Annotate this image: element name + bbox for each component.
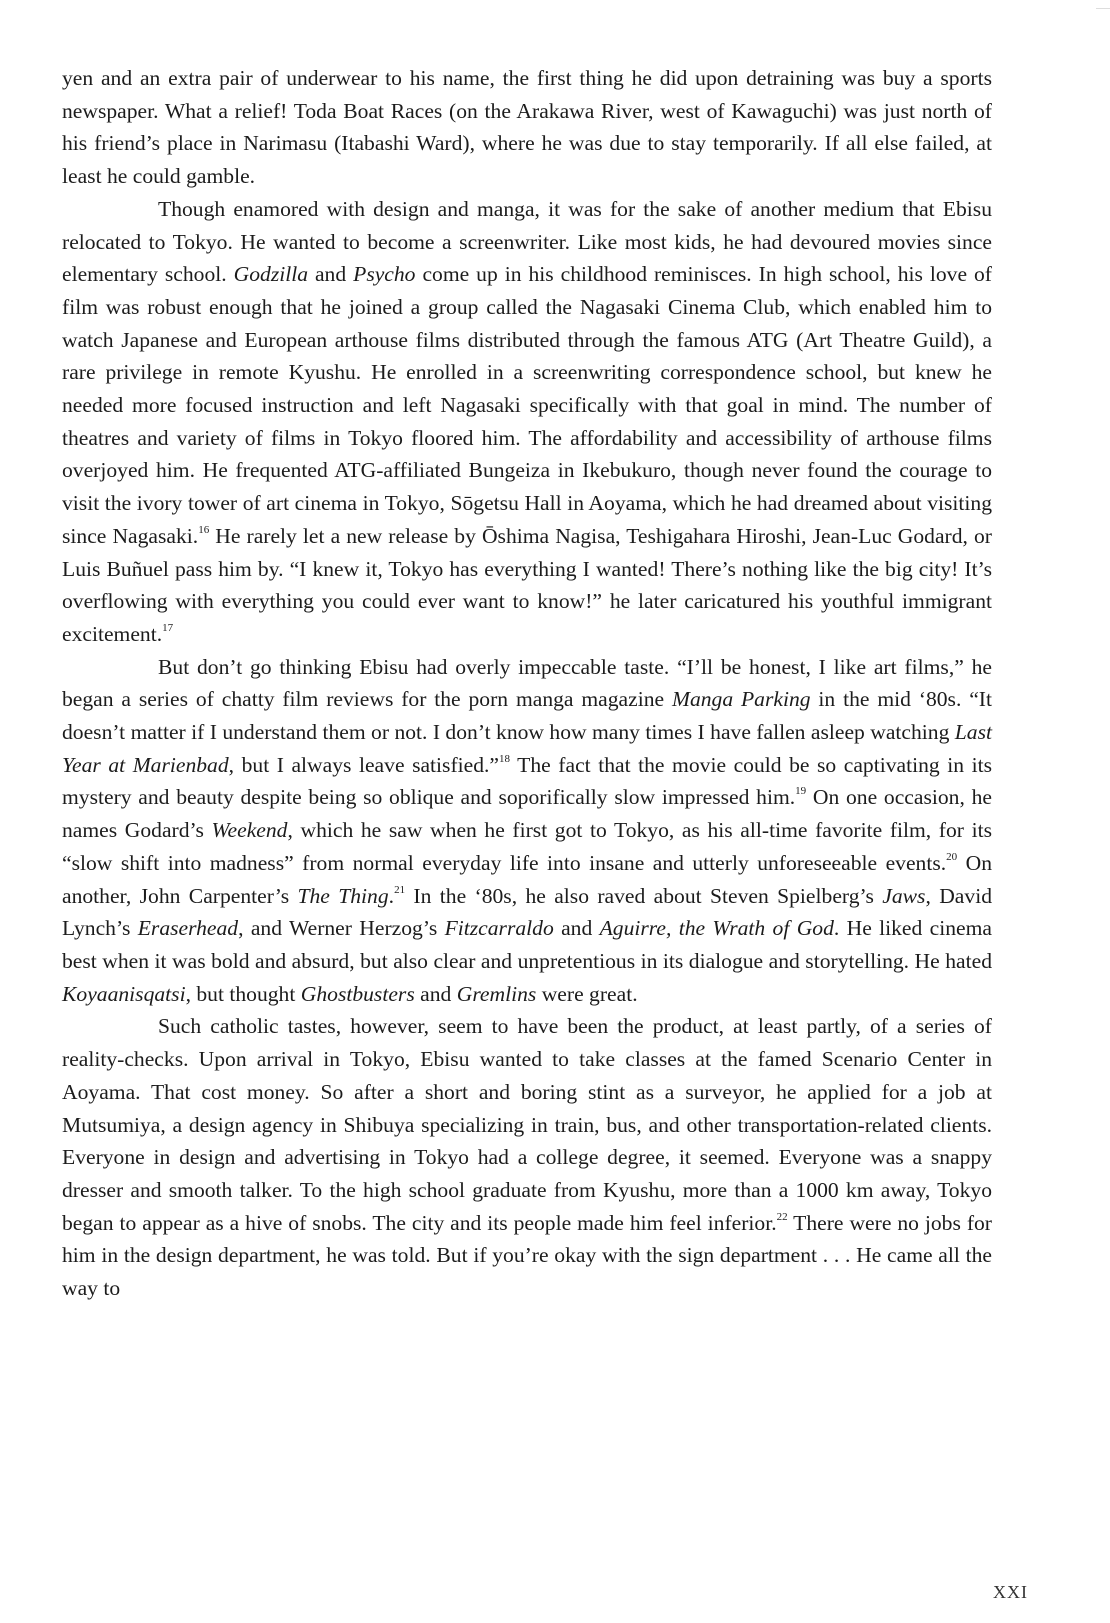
italic-title: Jaws	[882, 883, 926, 908]
italic-title: Ghostbusters	[300, 981, 415, 1006]
text-run: , and Werner Herzog’s	[238, 916, 445, 941]
italic-title: Manga Parking	[671, 687, 811, 712]
italic-title: Aguirre, the Wrath of God	[599, 916, 834, 941]
text-run: .	[388, 883, 395, 908]
text-run: , but thought	[185, 981, 301, 1006]
italic-title: Fitzcarraldo	[444, 916, 554, 941]
text-run: and	[553, 916, 600, 941]
paragraph-2	[62, 193, 992, 651]
paragraph-3	[62, 651, 992, 1011]
italic-title: Last Year at Marienbad	[62, 720, 992, 777]
text-run: , which he saw when he first got to Tokyo, as his all-time favorite film, for its “slow shift into madness” from normal everyday life into insane and utterly unforeseeable events.	[62, 818, 992, 875]
italic-title: Gremlins	[456, 981, 537, 1006]
footnote-ref: 19	[795, 785, 807, 798]
text-run: , but I always leave satisfied.”	[228, 752, 500, 777]
italic-title: Godzilla	[233, 262, 309, 287]
text-run: , David Lynch’s	[62, 883, 992, 941]
text-run: On one occasion, he names Godard’s	[62, 785, 992, 843]
text-run: In the ‘80s, he also raved about Steven Spielberg’s	[405, 883, 883, 908]
text-run: There were no jobs for him in the design department, he was told. But if you’re okay with the sign department . . . He came all the way to	[62, 1210, 992, 1301]
page-corner-mark	[1096, 8, 1110, 9]
footnote-ref: 21	[394, 883, 406, 896]
text-run: and	[414, 981, 457, 1006]
text-run: Though enamored with design and manga, it was for the sake of another medium that Ebisu relocated to Tokyo. He wanted to become a screenwriter. Like most kids, he had devoured movies since elementary school.	[62, 196, 992, 287]
text-run: The fact that the movie could be so captivating in its mystery and beauty despite being so oblique and soporifically slow impressed him.	[62, 752, 992, 810]
text-run: come up in his childhood reminisces. In high school, his love of film was robust enough that he joined a group called the Nagasaki Cinema Club, which enabled him to watch Japanese and European arthouse films distributed through the famous ATG (Art Theatre Guild), a rare privilege in remote Kyushu. He enrolled in a screenwriting correspondence school, but knew he needed more focused instruction and left Nagasaki specifically with that goal in mind. The number of theatres and variety of films in Tokyo floored him. The affordability and accessibility of arthouse films overjoyed him. He frequented ATG-affiliated Bungeiza in Ikebukuro, though never found the courage to visit the ivory tower of art cinema in Tokyo, Sōgetsu Hall in Aoyama, which he had dreamed about visiting since Nagasaki.	[62, 262, 992, 548]
text-run: But don’t go thinking Ebisu had overly impeccable taste. “I’ll be honest, I like art films,” he began a series of chatty film reviews for the porn manga magazine	[62, 654, 992, 712]
paragraph-1	[62, 62, 992, 193]
text-run: yen and an extra pair of underwear to his name, the first thing he did upon detraining was buy a sports newspaper. What a relief! Toda Boat Races (on the Arakawa River, west of Kawaguchi) was just north of his friend’s place in Narimasu (Itabashi Ward), where he was due to stay temporarily. If all else failed, at least he could gamble.	[62, 66, 992, 189]
italic-title: The Thing	[297, 883, 389, 908]
italic-title: Psycho	[353, 262, 416, 287]
footnote-ref: 17	[162, 622, 174, 635]
italic-title: Eraserhead	[137, 916, 239, 941]
text-run: On another, John Carpenter’s	[62, 850, 992, 908]
italic-title: Weekend	[211, 818, 288, 843]
footnote-ref: 18	[499, 752, 511, 765]
footnote-ref: 22	[776, 1210, 788, 1223]
paragraph-4	[62, 1010, 992, 1304]
text-run: He rarely let a new release by Ōshima Nagisa, Teshigahara Hiroshi, Jean-Luc Godard, or Luis Buñuel pass him by. “I knew it, Tokyo has everything I wanted! There’s nothing like the big city! It’s overflowing with everything you could ever want to know!” he later caricatured his youthful immigrant excitement.	[62, 523, 992, 646]
page-body	[62, 62, 992, 1305]
footnote-ref: 16	[198, 523, 210, 536]
italic-title: Koyaanisqatsi	[62, 981, 186, 1006]
text-run: in the mid ‘80s. “It doesn’t matter if I understand them or not. I don’t know how many times I have fallen asleep watching	[62, 687, 992, 745]
page-number: XXI	[993, 1582, 1028, 1602]
footnote-ref: 20	[946, 850, 958, 863]
text-run: and	[308, 262, 354, 287]
text-run: . He liked cinema best when it was bold and absurd, but also clear and unpretentious in its dialogue and storytelling. He hated	[62, 916, 992, 973]
text-run: were great.	[536, 981, 638, 1006]
text-run: Such catholic tastes, however, seem to have been the product, at least partly, of a series of reality-checks. Upon arrival in Tokyo, Ebisu wanted to take classes at the famed Scenario Center in Aoyama. That cost money. So after a short and boring stint as a surveyor, he applied for a job at Mutsumiya, a design agency in Shibuya specializing in train, bus, and other transportation-related clients. Everyone in design and advertising in Tokyo had a college degree, it seemed. Everyone was a snappy dresser and smooth talker. To the high school graduate from Kyushu, more than a 1000 km away, Tokyo began to appear as a hive of snobs. The city and its people made him feel inferior.	[62, 1014, 992, 1235]
